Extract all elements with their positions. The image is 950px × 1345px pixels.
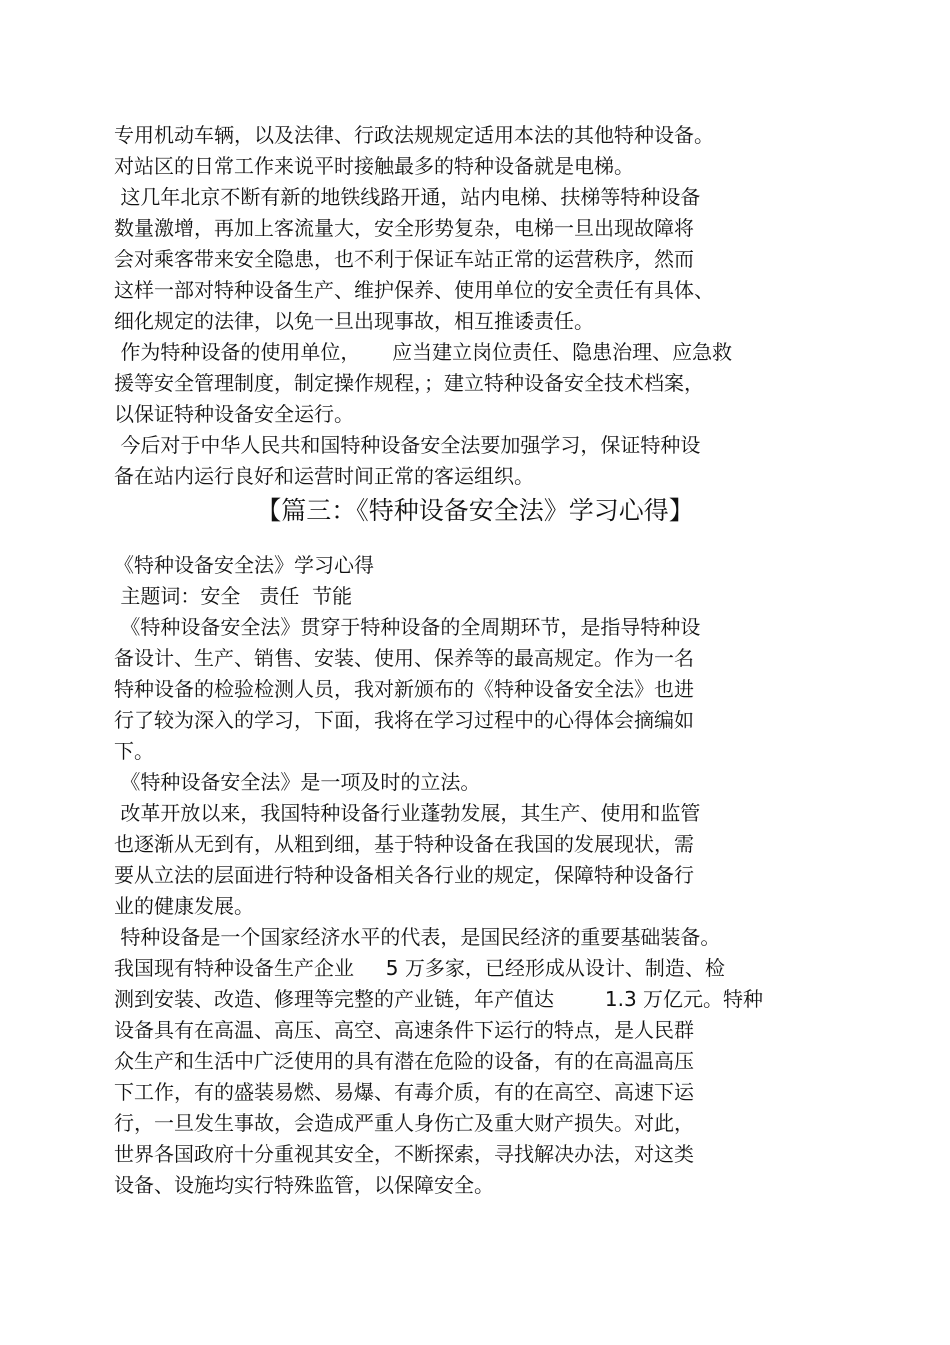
paragraph-line: 特种设备的检验检测人员，我对新颁布的《特种设备安全法》也进 <box>114 677 694 701</box>
paragraph-line: 行，一旦发生事故，会造成严重人身伤亡及重大财产损失。对此， <box>114 1111 694 1135</box>
paragraph-line: 我国现有特种设备生产企业 5 万多家，已经形成从设计、制造、检 <box>114 956 725 980</box>
paragraph-line: 今后对于中华人民共和国特种设备安全法要加强学习，保证特种设 <box>114 433 701 457</box>
paragraph-line: 主题词：安全 责任 节能 <box>114 584 353 608</box>
paragraph-line: 也逐渐从无到有，从粗到细，基于特种设备在我国的发展现状，需 <box>114 832 694 856</box>
paragraph-line: 以保证特种设备安全运行。 <box>114 402 354 426</box>
paragraph-line: 设备具有在高温、高压、高空、高速条件下运行的特点，是人民群 <box>114 1018 694 1042</box>
paragraph-line: 这几年北京不断有新的地铁线路开通，站内电梯、扶梯等特种设备 <box>114 185 701 209</box>
paragraph-line: 这样一部对特种设备生产、维护保养、使用单位的安全责任有具体、 <box>114 278 714 302</box>
paragraph-line: 测到安装、改造、修理等完整的产业链，年产值达 1.3 万亿元。特种 <box>114 987 764 1011</box>
paragraph-line: 业的健康发展。 <box>114 894 254 918</box>
paragraph-line: 《特种设备安全法》学习心得 <box>114 553 374 577</box>
paragraph-line: 细化规定的法律，以免一旦出现事故，相互推诿责任。 <box>114 309 594 333</box>
paragraph-line: 备设计、生产、销售、安装、使用、保养等的最高规定。作为一名 <box>114 646 694 670</box>
paragraph-line: 众生产和生活中广泛使用的具有潜在危险的设备，有的在高温高压 <box>114 1049 694 1073</box>
paragraph-line: 设备、设施均实行特殊监管，以保障安全。 <box>114 1173 494 1197</box>
paragraph-line: 特种设备是一个国家经济水平的代表，是国民经济的重要基础装备。 <box>114 925 721 949</box>
paragraph-line: 备在站内运行良好和运营时间正常的客运组织。 <box>114 464 534 488</box>
paragraph-line: 《特种设备安全法》贯穿于特种设备的全周期环节，是指导特种设 <box>114 615 701 639</box>
paragraph-line: 援等安全管理制度，制定操作规程，；建立特种设备安全技术档案， <box>114 371 704 395</box>
paragraph-line: 作为特种设备的使用单位， 应当建立岗位责任、隐患治理、应急救 <box>114 340 733 364</box>
paragraph-line: 专用机动车辆，以及法律、行政法规规定适用本法的其他特种设备。 <box>114 123 714 147</box>
paragraph-line: 改革开放以来，我国特种设备行业蓬勃发展，其生产、使用和监管 <box>114 801 701 825</box>
paragraph-line: 世界各国政府十分重视其安全，不断探索，寻找解决办法，对这类 <box>114 1142 694 1166</box>
paragraph-line: 《特种设备安全法》是一项及时的立法。 <box>114 770 481 794</box>
paragraph-line: 下工作，有的盛装易燃、易爆、有毒介质，有的在高空、高速下运 <box>114 1080 694 1104</box>
paragraph-line: 下。 <box>114 739 154 763</box>
paragraph-line: 数量激增，再加上客流量大，安全形势复杂，电梯一旦出现故障将 <box>114 216 694 240</box>
paragraph-line: 会对乘客带来安全隐患，也不利于保证车站正常的运营秩序，然而 <box>114 247 694 271</box>
paragraph-line: 行了较为深入的学习，下面，我将在学习过程中的心得体会摘编如 <box>114 708 694 732</box>
paragraph-line: 对站区的日常工作来说平时接触最多的特种设备就是电梯。 <box>114 154 634 178</box>
section-title: 【篇三：《特种设备安全法》学习心得】 <box>256 496 694 525</box>
paragraph-line: 要从立法的层面进行特种设备相关各行业的规定，保障特种设备行 <box>114 863 694 887</box>
